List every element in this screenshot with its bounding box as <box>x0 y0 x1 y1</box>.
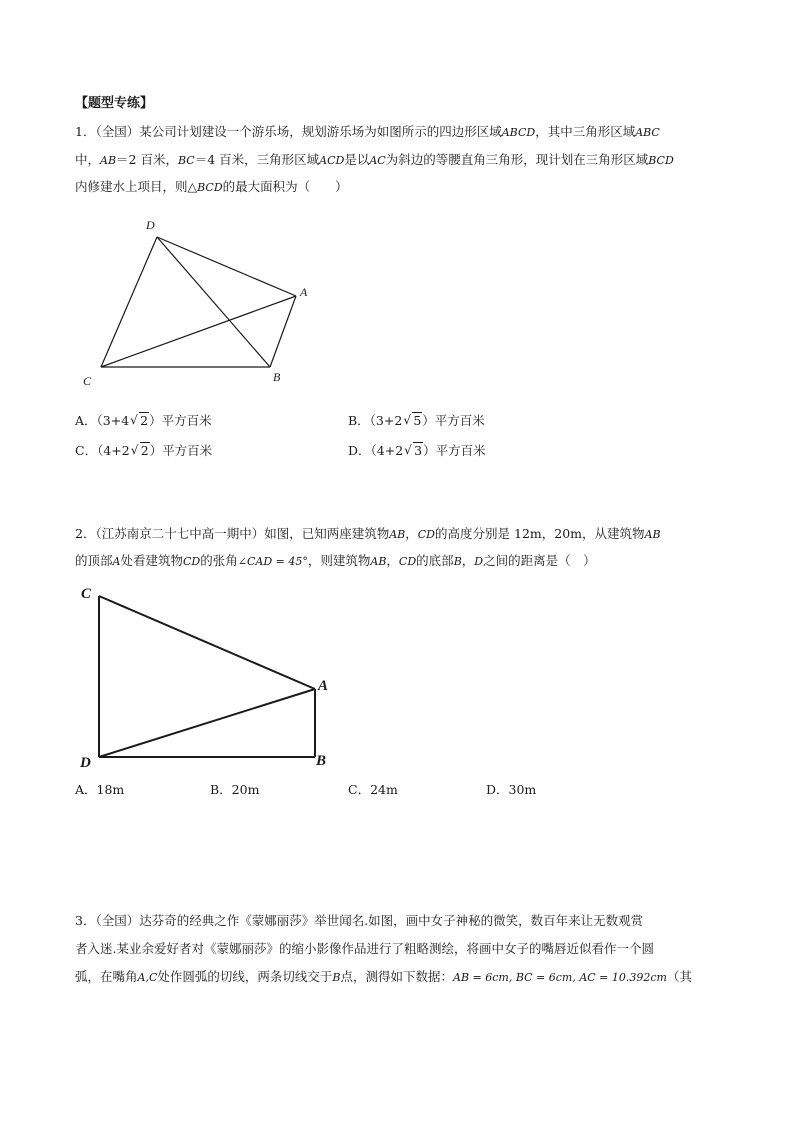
q2-option-b[interactable]: B．20m <box>210 782 260 797</box>
q1-label-b: B <box>273 370 281 384</box>
q3-stem-line3: 弧，在嘴角A,C处作圆弧的切线，两条切线交于B点，测得如下数据：AB = 6cm, BC = 6cm, AC = 10.392cm（其 <box>75 969 692 984</box>
q1-segment-da <box>157 237 296 296</box>
q3-stem-line2: 者入迷.某业余爱好者对《蒙娜丽莎》的缩小影像作品进行了粗略测绘，将画中女子的嘴唇近似看作一个圆 <box>75 941 654 956</box>
q1-segment-ca <box>101 296 296 367</box>
q2-label-c: C <box>81 586 92 602</box>
q1-label-d: D <box>146 218 155 232</box>
q1-option-c[interactable]: C．（4+2√ 2）平方百米 <box>75 444 212 458</box>
q1-label-c: C <box>83 374 92 388</box>
q1-option-d[interactable]: D．（4+2√ 3）平方百米 <box>348 444 486 458</box>
q1-label-a: A <box>300 285 308 299</box>
q2-segment-da <box>99 689 315 757</box>
q2-label-d: D <box>80 755 91 771</box>
q1-segment-dc <box>101 237 157 367</box>
q2-stem-line2: 的顶部A处看建筑物CD的张角∠CAD = 45°，则建筑物AB，CD的底部B，D之间的距离是（ ） <box>75 553 596 568</box>
q1-option-a[interactable]: A．（3+4√ 2）平方百米 <box>75 414 212 428</box>
q1-segment-ab <box>270 296 296 367</box>
q2-option-a[interactable]: A．18m <box>75 782 125 797</box>
q1-option-b[interactable]: B．（3+2√ 5）平方百米 <box>348 414 485 428</box>
q2-segment-ca <box>99 596 315 689</box>
q2-option-d[interactable]: D．30m <box>486 782 537 797</box>
q2-option-c[interactable]: C．24m <box>348 782 398 797</box>
q1-stem-line3: 内修建水上项目，则△BCD的最大面积为（ ） <box>75 179 348 194</box>
q3-stem-line1: 3．（全国）达芬奇的经典之作《蒙娜丽莎》举世闻名.如图，画中女子神秘的微笑，数百年来让无数观赏 <box>75 913 644 928</box>
q2-label-a: A <box>318 678 329 694</box>
q1-stem-line2: 中，AB＝2 百米，BC＝4 百米，三角形区域ACD是以AC为斜边的等腰直角三角形，现计划在三角形区域BCD <box>75 152 674 167</box>
q2-label-b: B <box>316 753 327 769</box>
section-title: 【题型专练】 <box>75 96 154 111</box>
q2-stem-line1: 2．（江苏南京二十七中高一期中）如图，已知两座建筑物AB，CD的高度分别是 12m，20m，从建筑物AB <box>75 526 661 541</box>
q1-stem-line1: 1．（全国）某公司计划建设一个游乐场，规划游乐场为如图所示的四边形区域ABCD，其中三角形区域ABC <box>75 124 660 139</box>
q1-segment-db <box>157 237 270 367</box>
